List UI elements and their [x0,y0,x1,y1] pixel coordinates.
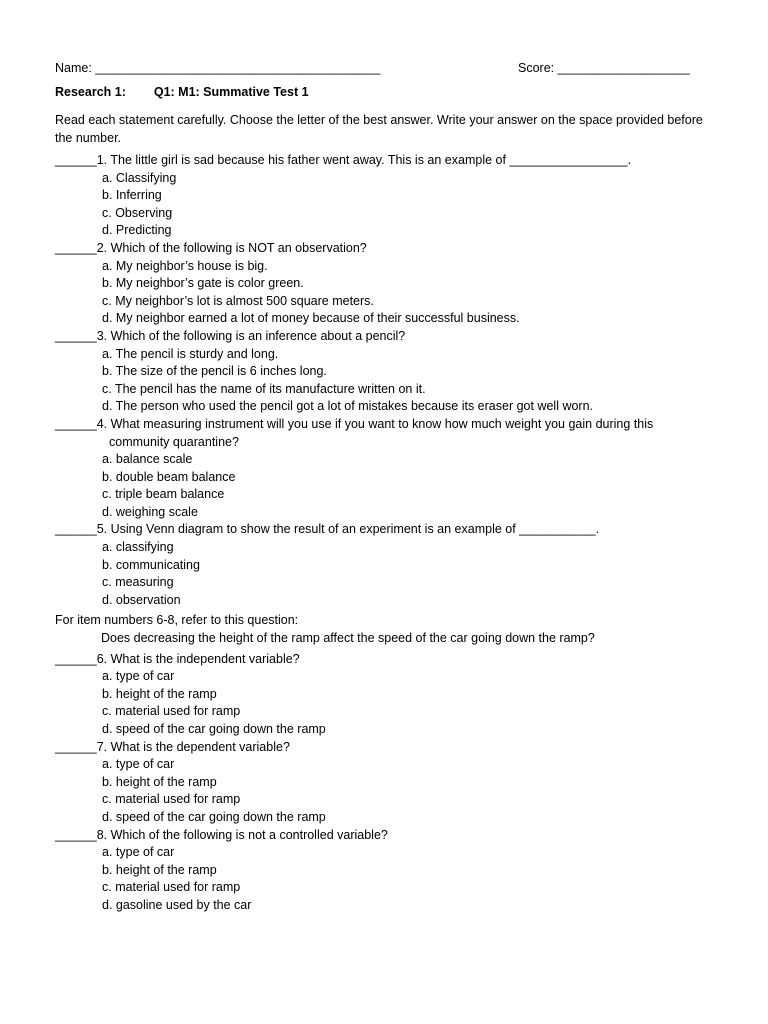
question-8 [55,827,735,915]
option-b: b. double beam balance [102,469,236,484]
option-b: b. height of the ramp [102,686,217,701]
question-2 [55,240,735,328]
option-b: b. Inferring [102,188,162,203]
question-1 [55,152,735,240]
option-c: c. material used for ramp [102,792,241,807]
option-d: d. weighing scale [102,504,198,519]
question-5 [55,521,735,609]
option-a: a. type of car [102,757,175,772]
subject-label: Research 1: [55,85,126,99]
option-c: c. The pencil has the name of its manufacture written on it. [102,381,426,396]
option-a: a. My neighbor’s house is big. [102,258,268,273]
option-d: d. The person who used the pencil got a lot of mistakes because its eraser got well worn. [102,399,594,414]
question-3 [55,328,735,416]
option-d: d. Predicting [102,223,172,238]
question-text: ______5. Using Venn diagram to show the result of an experiment is an example of ___________. [55,522,600,537]
option-d: d. My neighbor earned a lot of money because of their successful business. [102,311,520,326]
question-text-continuation: community quarantine? [109,434,239,449]
option-a: a. classifying [102,540,174,555]
option-c: c. Observing [102,205,173,220]
option-b: b. height of the ramp [102,774,217,789]
question-text: ______8. Which of the following is not a controlled variable? [55,827,388,842]
score-field: Score: ___________________ [518,61,690,75]
name-field: Name: _________________________________________ [55,61,381,75]
option-a: a. type of car [102,845,175,860]
option-d: d. observation [102,592,181,607]
option-c: c. measuring [102,575,174,590]
option-c: c. material used for ramp [102,880,241,895]
instructions: Read each statement carefully. Choose the letter of the best answer. Write your answer on the space provided before the number. [55,113,703,145]
test-title-label: Q1: M1: Summative Test 1 [153,85,309,99]
option-a: a. balance scale [102,452,193,467]
option-c: c. triple beam balance [102,487,225,502]
question-text: ______6. What is the independent variable? [55,651,300,666]
option-d: d. speed of the car going down the ramp [102,809,326,824]
option-a: a. Classifying [102,170,177,185]
option-b: b. height of the ramp [102,862,217,877]
test-title [55,84,309,102]
question-6 [55,651,735,739]
option-b: b. My neighbor’s gate is color green. [102,276,304,291]
question-text: ______1. The little girl is sad because his father went away. This is an example of _________________. [55,153,632,167]
option-d: d. speed of the car going down the ramp [102,722,326,736]
question-text: ______3. Which of the following is an inference about a pencil? [55,328,406,343]
option-b: b. The size of the pencil is 6 inches long. [102,364,327,379]
option-c: c. My neighbor’s lot is almost 500 square meters. [102,293,374,308]
option-a: a. type of car [102,669,175,684]
section-intro: For item numbers 6-8, refer to this question: [55,613,299,628]
question-text: ______7. What is the dependent variable? [55,739,290,754]
question-4 [55,416,735,522]
option-b: b. communicating [102,557,200,572]
question-7 [55,739,735,827]
question-text: ______4. What measuring instrument will you use if you want to know how much weight you gain during this [55,416,654,431]
option-d: d. gasoline used by the car [102,897,252,912]
question-list [55,152,735,915]
option-c: c. material used for ramp [102,704,241,719]
option-a: a. The pencil is sturdy and long. [102,346,279,361]
question-text: ______2. Which of the following is NOT an observation? [55,240,367,255]
section-question: Does decreasing the height of the ramp affect the speed of the car going down the ramp? [101,631,595,646]
